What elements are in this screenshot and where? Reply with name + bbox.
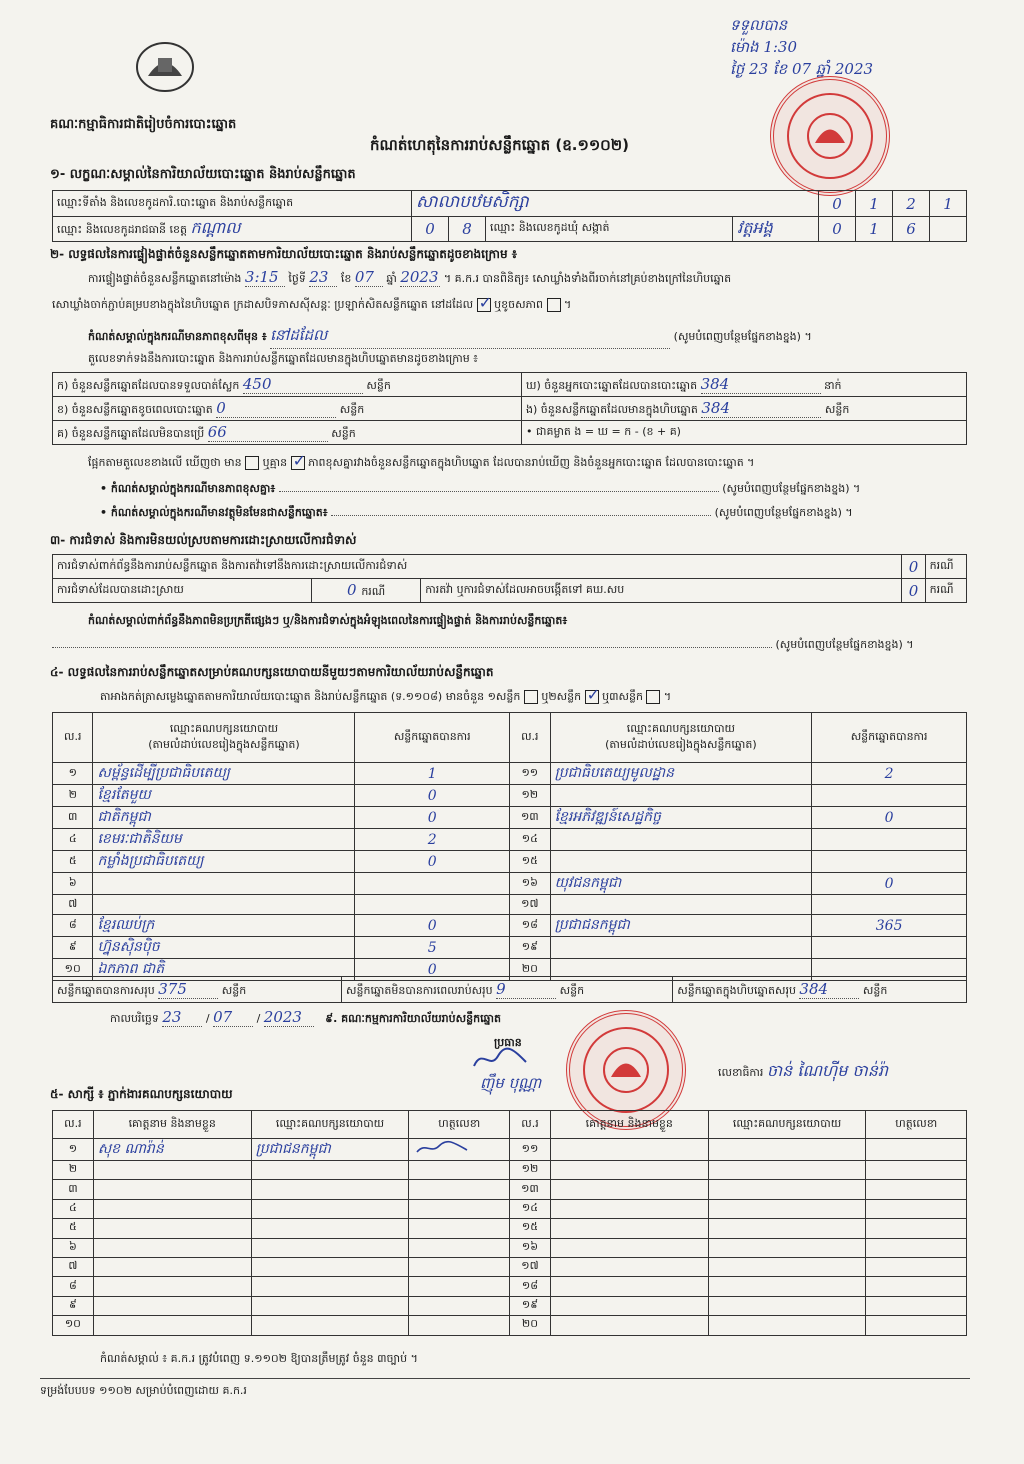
witness-signature [866,1238,967,1257]
witness-name [550,1238,708,1257]
w-col-sign-right: ហត្ថលេខា [866,1111,967,1139]
total-invalid: 9 [496,980,556,999]
site-label: ឈ្មោះទីតាំង និងលេខកូដការិ.បោះឆ្នោត និងរាប់សន្លឹកឆ្នោត [53,191,412,217]
result-votes [812,851,967,873]
witness-party: ប្រជាជនកម្ពុជា [251,1139,409,1161]
witness-signature [866,1139,967,1161]
w-col-party-left: ឈ្មោះគណបក្សនយោបាយ [251,1111,409,1139]
witness-signature [866,1316,967,1335]
secretary-line: លេខាធិការ ចាន់ ណៃហ៊ីម ចាន់រ៉ា [718,1061,888,1080]
witness-party [251,1296,409,1315]
result-no: ១០ [53,959,93,981]
escalated-value: 0 [902,579,925,603]
w-col-name-right: គោត្តនាម និងនាមខ្លួន [550,1111,708,1139]
results-row [53,829,967,851]
witness-party [708,1316,866,1335]
result-votes [812,937,967,959]
witness-no: ១២ [510,1161,551,1180]
result-party: ហ្វ៊ុនស៊ិនប៉ិច [93,937,355,959]
result-votes [812,895,967,915]
witness-party [708,1238,866,1257]
item-e-value: 384 [701,399,821,418]
witness-party [708,1257,866,1276]
results-row [53,915,967,937]
witness-no: ១១ [510,1139,551,1161]
witness-name [550,1180,708,1199]
witness-signature [866,1219,967,1238]
witness-no: ២០ [510,1316,551,1335]
result-votes [812,785,967,807]
site-value: សាលាបឋមសិក្សា [412,191,819,217]
escalated-label: ការតវ៉ា ឬការជំទាស់ដែលអាចបង្កើតទៅ គឃ.សប [421,579,902,603]
bullet1: • កំណត់សម្គាល់ក្នុងករណីមានភាពខុសគ្នា៖ (សូមបំពេញបន្ថែមផ្នែកខាងខ្នង) ។ [100,482,861,495]
total-box: 384 [799,980,859,999]
witness-row [53,1238,967,1257]
three-sheets-checkbox[interactable] [646,690,660,704]
province-value: កណ្តាល [190,218,241,237]
witness-name [550,1257,708,1276]
witness-signature [409,1199,510,1218]
witness-signature [409,1257,510,1276]
result-party [550,851,812,873]
site-code-1: 0 [819,191,856,217]
witness-name [550,1296,708,1315]
witness-party [251,1219,409,1238]
note-value: នៅដដែល [270,326,670,349]
witness-name [93,1296,251,1315]
site-code-3: 2 [893,191,930,217]
section5-note: កំណត់សម្គាល់ ៖ គ.ក.រ ត្រូវបំពេញ ទ.១១០២ ឱ្យបានត្រឹមត្រូវ ចំនួន ៣ច្បាប់ ។ [100,1352,418,1365]
result-party: ខ្មែរតែមួយ [93,785,355,807]
result-no: ១៦ [510,873,551,895]
result-party: ខ្មែរអភិវឌ្ឍន៍សេដ្ឋកិច្ច [550,807,812,829]
witness-signature [866,1161,967,1180]
item-a-value: 450 [243,375,363,394]
col-no-left: ល.រ [53,713,93,763]
witness-no: ៧ [53,1257,94,1276]
w-col-party-right: ឈ្មោះគណបក្សនយោបាយ [708,1111,866,1139]
section3-note: កំណត់សម្គាល់ពាក់ព័ន្ធនឹងភាពមិនប្រក្រតីផ្សេងៗ ឬ/និងការជំទាស់ក្នុងអំឡុងពេលនៃការផ្ទៀងផ្ទាត់ និងការរាប់សន្លឹកឆ្នោត៖ [88,614,568,627]
result-votes: 0 [355,785,510,807]
result-votes: 0 [355,959,510,981]
result-party: សម្ព័ន្ធដើម្បីប្រជាធិបតេយ្យ [93,763,355,785]
col-votes-left: សន្លឹកឆ្នោតបានការ [355,713,510,763]
witness-signature [409,1180,510,1199]
witness-name: សុខ ណារ៉ាន់ [93,1139,251,1161]
witness-no: ៣ [53,1180,94,1199]
section1-title: ១- លក្ខណៈសម្គាល់នៃការិយាល័យបោះឆ្នោត និងរាប់សន្លឹកឆ្នោត [50,167,356,182]
date-day: 23 [162,1008,202,1027]
result-votes: 365 [812,915,967,937]
result-no: ៦ [53,873,93,895]
witness-name [550,1139,708,1161]
witness-row [53,1316,967,1335]
formula: • ជាគម្លាត ង = ឃ = ក - (ខ + គ) [522,421,967,445]
commune-code-3: 6 [893,217,930,242]
witness-party [708,1139,866,1161]
witness-no: ១៧ [510,1257,551,1276]
w-col-sign-left: ហត្ថលេខា [409,1111,510,1139]
witness-name [93,1316,251,1335]
results-row [53,763,967,785]
witness-signature [866,1180,967,1199]
date-month: 07 [213,1008,253,1027]
result-votes: 0 [355,807,510,829]
form-title: កំណត់ហេតុនៃការរាប់សន្លឹកឆ្នោត (ឧ.១១០២) [370,136,630,154]
result-party: ខេមរៈជាតិនិយម [93,829,355,851]
witness-name [550,1219,708,1238]
witness-table [52,1110,967,1336]
no-difference-checkbox[interactable] [291,456,305,470]
unit: ករណី [925,555,966,579]
witness-no: ៩ [53,1296,94,1315]
emblem-icon [134,40,196,94]
witness-signature [866,1296,967,1315]
result-party: ជាតិកម្ពុជា [93,807,355,829]
w-col-no-right: ល.រ [510,1111,551,1139]
witness-no: ១៦ [510,1238,551,1257]
witness-signature [866,1277,967,1296]
count-month: 07 [355,268,383,287]
result-party [93,873,355,895]
witness-party [251,1238,409,1257]
witness-row [53,1277,967,1296]
witness-signature-mark [413,1140,473,1156]
org-name: គណៈកម្មាធិការជាតិរៀបចំការបោះឆ្នោត [50,117,237,132]
section4-subtitle: តាអាងកត់ត្រាសម្លេងឆ្នោតតាមការិយាល័យបោះឆ្នោត និងរាប់សន្លឹកឆ្នោត (ទ.១១០៨) មានចំនួន ១សន្លឹក ឬ២សន្លឹក ✓ ឬ៣សន្លឹក ។ [100,690,671,706]
result-votes [812,829,967,851]
result-votes: 0 [812,807,967,829]
result-votes: 2 [812,763,967,785]
witness-name [550,1316,708,1335]
witness-no: ១៤ [510,1199,551,1218]
result-no: ១៧ [510,895,551,915]
commune-label: ឈ្មោះ និងលេខកូដឃុំ សង្កាត់ [486,217,733,242]
witness-name [93,1257,251,1276]
result-no: ២០ [510,959,551,981]
chair-signature [470,1046,530,1072]
chair-name: ញ៉ឹម បុណ្ណា [480,1074,542,1092]
results-row [53,895,967,915]
witness-signature [409,1296,510,1315]
result-party: យុវជនកម្ពុជា [550,873,812,895]
section2-intro: តួលេខទាក់ទងនឹងការបោះឆ្នោត និងការរាប់សន្លឹកឆ្នោតដែលមានក្នុងហិបឆ្នោតមានដូចខាងក្រោម ៖ [88,352,479,365]
witness-signature [409,1238,510,1257]
section3-table: ការជំទាស់ពាក់ព័ន្ធនឹងការរាប់សន្លឹកឆ្នោត និងការតវ៉ាទៅនឹងការដោះស្រាយលើការជំទាស់ 0 ករណី ការជំទាស់ដែលបានដោះស្រាយ 0 ករណី ការតវ៉ា ឬការជំទាស់ដែលអាចបង្កើតទៅ គឃ.សប 0 ករណី [52,554,967,603]
result-party: ខ្មែរឈប់ក្រ [93,915,355,937]
two-sheets-checkbox[interactable] [585,690,599,704]
result-votes: 0 [812,873,967,895]
damaged-checkbox[interactable] [547,298,561,312]
section1-table [52,190,967,242]
chair-label: ប្រធាន [494,1036,522,1049]
footer-text: ទម្រង់បែបបទ ១១០២ សម្រាប់បំពេញដោយ គ.ក.រ [40,1384,247,1397]
commune-code-1: 0 [819,217,856,242]
results-row [53,937,967,959]
secretary-name: ចាន់ ណៃហ៊ីម ចាន់រ៉ា [766,1061,888,1080]
witness-name [93,1219,251,1238]
province-code-1: 0 [412,217,449,242]
witness-party [251,1277,409,1296]
witness-signature [409,1277,510,1296]
section4-title: ៤- លទ្ធផលនៃការរាប់សន្លឹកឆ្នោតសម្រាប់គណបក្សនយោបាយនីមួយៗតាមការិយាល័យរាប់សន្លឹកឆ្នោត [50,665,494,679]
total-valid: 375 [158,980,218,999]
result-no: ២ [53,785,93,807]
result-no: ៨ [53,915,93,937]
item-e-label: ង) ចំនួនសន្លឹកឆ្នោតដែលមានក្នុងហិបឆ្នោត [526,402,698,416]
corner-note [730,14,960,80]
witness-signature [409,1219,510,1238]
result-no: ១៨ [510,915,551,937]
witness-name [93,1238,251,1257]
col-party-right: ឈ្មោះគណបក្សនយោបាយ (តាមលំដាប់លេខរៀងក្នុងសន្លឹកឆ្នោត) [550,713,812,763]
site-code-2: 1 [856,191,893,217]
committee-label: ៩. គណៈកម្មការការិយាល័យរាប់សន្លឹកឆ្នោត [325,1012,502,1025]
count-year: 2023 [400,268,439,286]
witness-no: ១៥ [510,1219,551,1238]
witness-name [93,1180,251,1199]
corner-note-line3: ថ្ងៃ 23 ខែ 07 ឆ្នាំ 2023 [730,60,874,78]
result-votes [355,873,510,895]
totals-table: សន្លឹកឆ្នោតបានការសរុប 375 សន្លឹក សន្លឹកឆ្នោតមិនបានការពេលរាប់សរុប 9 សន្លឹក សន្លឹកឆ្នោតក្នុងហិបឆ្នោតសរុប 384 សន្លឹក [52,976,967,1003]
province-code-2: 8 [449,217,486,242]
result-no: ៩ [53,937,93,959]
result-no: ១១ [510,763,551,785]
witness-signature [409,1161,510,1180]
witness-party [708,1219,866,1238]
result-no: ៤ [53,829,93,851]
witness-no: ២ [53,1161,94,1180]
witness-no: ១៣ [510,1180,551,1199]
count-time: 3:15 [245,268,285,287]
witness-signature [866,1257,967,1276]
result-no: ១៣ [510,807,551,829]
item-d-value: 384 [701,375,821,394]
result-party [550,895,812,915]
one-sheet-checkbox[interactable] [524,690,538,704]
witness-no: ១៨ [510,1277,551,1296]
result-no: ១២ [510,785,551,807]
w-col-no-left: ល.រ [53,1111,94,1139]
witness-row [53,1180,967,1199]
result-votes [355,895,510,915]
result-party [550,937,812,959]
section2-title: ២- លទ្ធផលនៃការផ្ទៀងផ្ទាត់ចំនួនសន្លឹកឆ្នោតតាមការិយាល័យបោះឆ្នោត និងរាប់សន្លឹកឆ្នោតដូចខាងក្រោម ៖ [50,247,518,261]
result-votes: 5 [355,937,510,959]
result-votes: 2 [355,829,510,851]
witness-row [53,1139,967,1161]
item-c-value: 66 [208,423,328,442]
witness-signature [866,1199,967,1218]
compare-line: ផ្អែកតាមតួលេខខាងលើ ឃើញថា មាន ឬគ្មាន ✓ ភាពខុសគ្នារវាងចំនួនសន្លឹកឆ្នោតក្នុងហិបឆ្នោត ដែលបានរាប់ឃើញ និងចំនួនអ្នកបោះឆ្នោត ដែលបានបោះឆ្នោត ។ [88,456,754,472]
witness-name [93,1199,251,1218]
item-d-label: ឃ) ចំនួនអ្នកបោះឆ្នោតដែលបានបោះឆ្នោត [526,378,698,392]
witness-no: ៤ [53,1199,94,1218]
result-votes: 1 [355,763,510,785]
section2-line1: ការផ្ទៀងផ្ទាត់ចំនួនសន្លឹកឆ្នោតនៅម៉ោង 3:15 ថ្ងៃទី 23 ខែ 07 ឆ្នាំ 2023 ។ គ.ក.រ បានពិនិត្យ៖ សោឃ្លាំងទាំងពីរចាក់នៅគ្រប់ខាងក្រៅនៃហិបឆ្នោត [88,268,732,286]
witness-party [251,1161,409,1180]
item-b-label: ខ) ចំនួនសន្លឹកឆ្នោតខូចពេលបោះឆ្នោត [57,402,213,416]
results-row [53,807,967,829]
witness-row [53,1199,967,1218]
section5-title: ៥- សាក្សី ៖ ភ្នាក់ងារគណបក្សនយោបាយ [50,1087,233,1101]
objection-label: ការជំទាស់ពាក់ព័ន្ធនឹងការរាប់សន្លឹកឆ្នោត និងការតវ៉ាទៅនឹងការដោះស្រាយលើការជំទាស់ [53,555,902,579]
result-no: ៧ [53,895,93,915]
result-party [550,785,812,807]
result-no: ១៩ [510,937,551,959]
result-party: ឯកភាព ជាតិ [93,959,355,981]
witness-no: ៥ [53,1219,94,1238]
item-b-value: 0 [216,399,336,418]
section3-fill: (សូមបំពេញបន្ថែមផ្នែកខាងខ្នង) ។ [52,638,967,654]
witness-row [53,1257,967,1276]
witness-party [708,1180,866,1199]
witness-name [550,1277,708,1296]
result-no: ៥ [53,851,93,873]
witness-party [251,1316,409,1335]
col-votes-right: សន្លឹកឆ្នោតបានការ [812,713,967,763]
col-no-right: ល.រ [510,713,551,763]
w-col-name-left: គោត្តនាម និងនាមខ្លួន [93,1111,251,1139]
result-party: កម្លាំងប្រជាធិបតេយ្យ [93,851,355,873]
witness-signature [409,1139,510,1161]
result-no: ៣ [53,807,93,829]
result-party [93,895,355,915]
results-table [52,712,967,981]
witness-party [708,1199,866,1218]
results-row [53,851,967,873]
result-votes: 0 [355,915,510,937]
witness-no: ១០ [53,1316,94,1335]
footer-line [40,1378,970,1379]
results-row [53,873,967,895]
witness-party [251,1257,409,1276]
witness-party [251,1180,409,1199]
corner-note-line2: ម៉ោង 1:30 [730,38,798,56]
intact-checkbox[interactable] [477,298,491,312]
section2-line2: សោឃ្លាំងចាក់ភ្ជាប់គម្របខាងក្នុងនៃហិបឆ្នោត ក្រដាសបិទភាសស៊ីសន្តៈ ប្រឡាក់សិតសន្លឹកឆ្នោត នៅដដែល ✓ ឬខូចសភាព ។ [52,298,571,314]
witness-no: ៨ [53,1277,94,1296]
site-code-4: 1 [930,191,967,217]
result-votes: 0 [355,851,510,873]
witness-party [708,1161,866,1180]
result-no: ១៥ [510,851,551,873]
section3-title: ៣- ការជំទាស់ និងការមិនយល់ស្របតាមការដោះស្រាយលើការជំទាស់ [50,533,357,547]
has-difference-checkbox[interactable] [245,456,259,470]
witness-party [708,1296,866,1315]
result-party: ប្រជាជនកម្ពុជា [550,915,812,937]
item-c-label: គ) ចំនួនសន្លឹកឆ្នោតដែលមិនបានប្រើ [57,426,205,440]
commune-code-2: 1 [856,217,893,242]
result-no: ១ [53,763,93,785]
witness-name [93,1161,251,1180]
commune-value: វត្តអង្គ [733,217,819,242]
corner-note-line1: ទទួលបាន [730,16,788,34]
result-party: ប្រជាធិបតេយ្យមូលដ្ឋាន [550,763,812,785]
section2-table: ក) ចំនួនសន្លឹកឆ្នោតដែលបានទទួលបាត់ស្លែក 450 សន្លឹក ឃ) ចំនួនអ្នកបោះឆ្នោតដែលបានបោះឆ្នោត 384 នាក់ ខ) ចំនួនសន្លឹកឆ្នោតខូចពេលបោះឆ្នោត 0 សន្លឹក ង) ចំនួនសន្លឹកឆ្នោតដែលមានក្នុងហិបឆ្នោត 384 សន្លឹក គ) ចំនួនសន្លឹកឆ្នោតដែលមិនបានប្រើ 66 សន្លឹក • ជាគម្លាត ង = ឃ = ក - (ខ + គ) [52,372,967,445]
result-no: ១៤ [510,829,551,851]
witness-name [550,1161,708,1180]
objection-value: 0 [902,555,925,579]
witness-name [93,1277,251,1296]
witness-no: ៦ [53,1238,94,1257]
item-a-label: ក) ចំនួនសន្លឹកឆ្នោតដែលបានទទួលបាត់ស្លែក [57,378,240,392]
witness-row [53,1219,967,1238]
province-label: ឈ្មោះ និងលេខកូដរាជធានី ខេត្ត កណ្តាល [53,217,412,242]
witness-no: ១ [53,1139,94,1161]
results-row [53,785,967,807]
bullet2: • កំណត់សម្គាល់ក្នុងករណីមានវត្ថុមិនមែនជាសន្លឹកឆ្នោត៖ (សូមបំពេញបន្ថែមផ្នែកខាងខ្នង) ។ [100,506,853,519]
witness-signature [409,1316,510,1335]
col-party-left: ឈ្មោះគណបក្សនយោបាយ (តាមលំដាប់លេខរៀងក្នុងសន្លឹកឆ្នោត) [93,713,355,763]
count-day: 23 [309,268,337,287]
witness-row [53,1161,967,1180]
witness-party [251,1199,409,1218]
witness-row [53,1296,967,1315]
result-party [550,829,812,851]
witness-no: ១៩ [510,1296,551,1315]
official-stamp-top [770,76,890,196]
section2-note: កំណត់សម្គាល់ក្នុងករណីមានភាពខុសពីមុន ៖ នៅដដែល (សូមបំពេញបន្ថែមផ្នែកខាងខ្នង) ។ [88,326,968,349]
resolved-label: ការជំទាស់ដែលបានដោះស្រាយ [53,579,312,603]
resolved-value: 0 ករណី [312,579,421,603]
witness-name [550,1199,708,1218]
date-year: 2023 [264,1008,314,1027]
witness-party [708,1277,866,1296]
date-line: កាលបរិច្ឆេទ 23 / 07 / 2023 ៩. គណៈកម្មការការិយាល័យរាប់សន្លឹកឆ្នោត [110,1008,502,1026]
